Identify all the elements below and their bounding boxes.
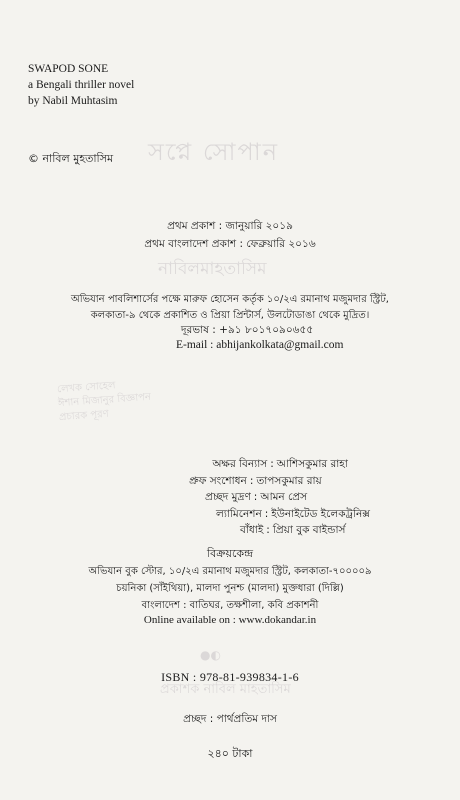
sellers-line-3: বাংলাদেশ : বাতিঘর, তক্ষশীলা, কবি প্রকাশনী xyxy=(141,600,319,611)
sellers-line-1: অভিযান বুক স্টোর, ১০/২এ রমানাথ মজুমদার স্ট্রিট, কলকাতা-৭০০০০৯ xyxy=(88,566,372,577)
publisher-email: E-mail : abhijankolkata@gmail.com xyxy=(176,339,344,351)
english-title: SWAPOD SONE xyxy=(28,63,109,75)
show-through-title-stamp: সপ্নে সোপান xyxy=(148,138,280,166)
sellers-heading: বিক্রয়কেন্দ্র xyxy=(207,547,253,560)
credit-label: প্রচ্ছদ মুদ্রণ xyxy=(205,491,251,504)
isbn: ISBN : 978-81-939834-1-6 xyxy=(161,670,299,684)
sellers-online: Online available on : www.dokandar.in xyxy=(143,614,317,626)
credit-label: ল্যামিনেশন xyxy=(216,507,262,520)
credit-row: ল্যামিনেশন : ইউনাইটেড ইলেকট্রনিক্স xyxy=(216,507,370,520)
publisher-line-2: কলকাতা-৯ থেকে প্রকাশিত ও প্রিয়া প্রিন্টার্স, উলটোডাঙা থেকে মুদ্রিত। xyxy=(90,310,370,321)
credit-label: অক্ষর বিন্যাস xyxy=(212,458,268,470)
copyright-line: © নাবিল মুহতাসিম xyxy=(28,152,114,165)
price: ২৪০ টাকা xyxy=(207,747,253,760)
credit-label: প্রুফ সংশোধন xyxy=(189,474,247,487)
publisher-phone: দূরভাষ : +৯১ ৮০১৭০৯০৬৫৫ xyxy=(181,324,314,336)
credit-value: প্রিয়া বুক বাইন্ডার্স xyxy=(272,524,346,537)
credit-value: আমন প্রেস xyxy=(260,491,308,504)
publisher-line-1: অভিযান পাবলিশার্সের পক্ষে মারুফ হোসেন কর্তৃক ১০/২এ রমানাথ মজুমদার স্ট্রিট, xyxy=(71,294,389,305)
credit-value: আশিসকুমার রাহা xyxy=(276,458,348,470)
show-through-side-stamp: লেখক সোহেল ঈশান মিজানুর বিজ্ঞাপন প্রচারক পূরণ xyxy=(56,380,152,424)
credit-value: ইউনাইটেড ইলেকট্রনিক্স xyxy=(271,507,370,520)
sellers-line-2: চয়নিকা (সাঁইথিয়া), মালদা পুনশ্চ (মালদা) মুক্তধারা (দিল্লি) xyxy=(116,583,344,594)
credit-row: বাঁধাই : প্রিয়া বুক বাইন্ডার্স xyxy=(240,524,346,537)
credit-row: অক্ষর বিন্যাস : আশিসকুমার রাহা xyxy=(212,458,348,470)
credit-label: বাঁধাই xyxy=(240,524,264,537)
first-edition: প্রথম প্রকাশ : জানুয়ারি ২০১৯ xyxy=(167,220,293,232)
credit-row: প্রচ্ছদ মুদ্রণ : আমন প্রেস xyxy=(205,491,308,504)
english-subtitle: a Bengali thriller novel xyxy=(28,79,135,91)
credits-list xyxy=(189,456,370,539)
credit-row: প্রুফ সংশোধন : তাপসকুমার রায় xyxy=(189,474,322,487)
show-through-author-stamp: নাবিলমাহতাসিম xyxy=(158,259,267,279)
show-through-bottom-stamp: প্রকাশক নাবিল মাহতাসিম xyxy=(160,682,291,697)
bangladesh-edition: প্রথম বাংলাদেশ প্রকাশ : ফেব্রুয়ারি ২০১৬ xyxy=(144,238,316,250)
cover-credit: প্রচ্ছদ : পার্থপ্রতিম দাস xyxy=(183,713,277,725)
show-through-portrait-stamp: ●◐ xyxy=(200,648,221,662)
credit-value: তাপসকুমার রায় xyxy=(256,474,322,487)
english-author: by Nabil Muhtasim xyxy=(28,95,118,107)
